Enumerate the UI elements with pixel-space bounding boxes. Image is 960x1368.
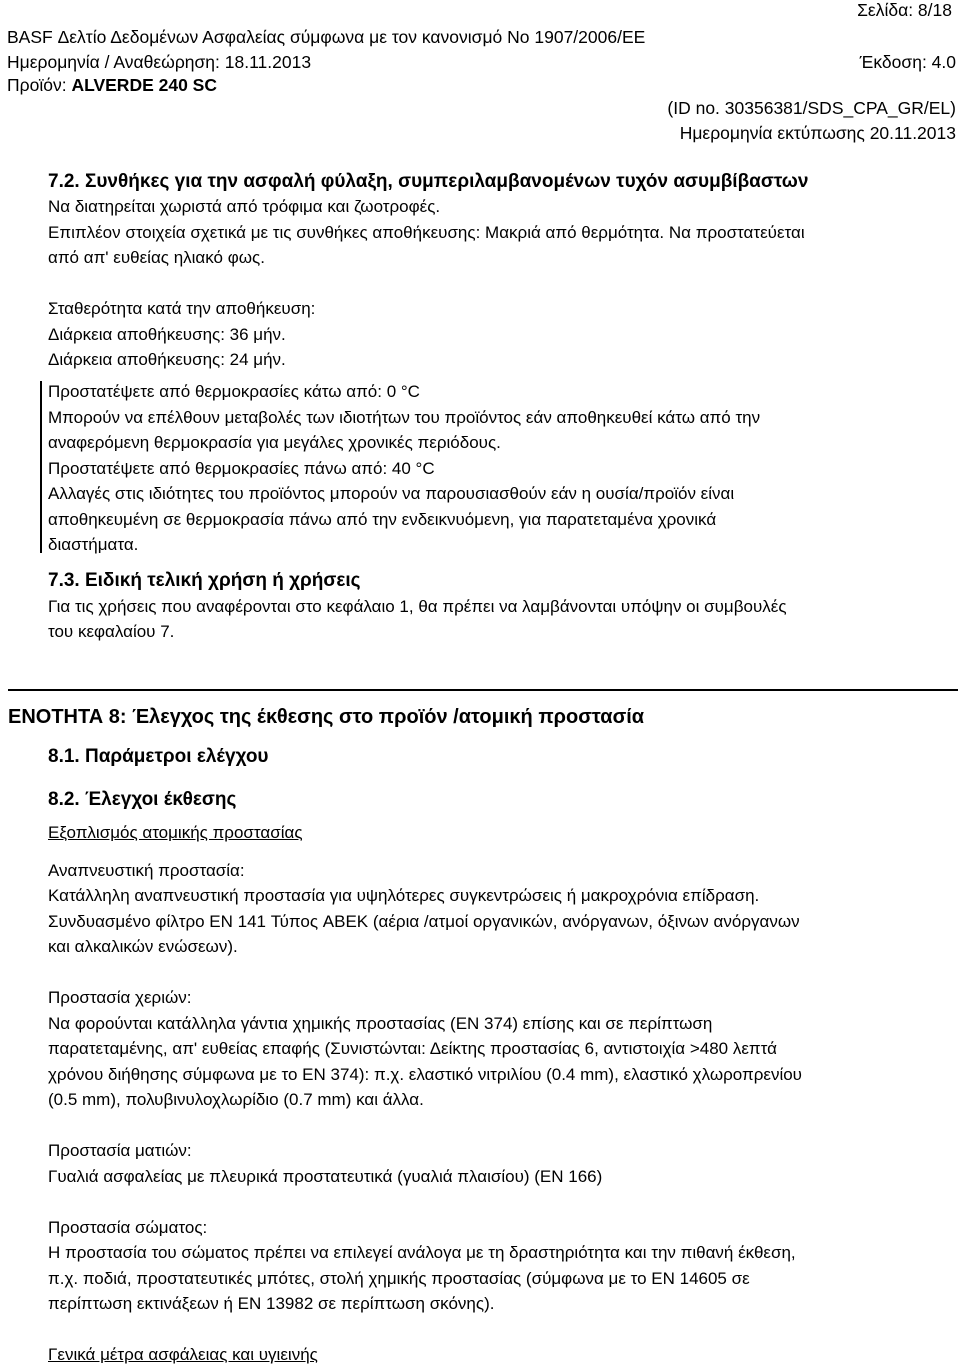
temperature-block — [48, 379, 954, 558]
header-product — [7, 75, 217, 95]
temperature-line: Αλλαγές στις ιδιότητες του προϊόντος μπορούν να παρουσιασθούν εάν η ουσία/προϊόν είναι — [48, 484, 735, 503]
body-label: Προστασία σώματος: — [48, 1217, 208, 1237]
section-7-3-line: Για τις χρήσεις που αναφέρονται στο κεφάλαιο 1, θα πρέπει να λαμβάνονται υπόψην οι συμβουλές — [48, 596, 787, 616]
temperature-line: Μπορούν να επέλθουν μεταβολές των ιδιοτήτων του προϊόντος εάν αποθηκευθεί κάτω από την — [48, 407, 761, 427]
temperature-line: αναφερόμενη θερμοκρασία για μεγάλες χρονικές περιόδους. — [48, 433, 501, 452]
hand-line: παρατεταμένης, απ' ευθείας επαφής (Συνιστώνται: Δείκτης προστασίας 6, αντιστοιχία >480 λεπτά — [48, 1039, 777, 1058]
respiratory-line: Συνδυασμένο φίλτρο EN 141 Τύπος ABEK (αέρια /ατμοί οργανικών, ανόργανων, όξινων ανόργανων — [48, 911, 800, 931]
section-7-3-line: του κεφαλαίου 7. — [48, 622, 175, 641]
temperature-line: αποθηκευμένη σε θερμοκρασία πάνω από την ενδεικνυόμενη, για παρατεταμένα χρονικά — [48, 509, 717, 529]
spacer — [48, 960, 954, 986]
stability-duration: Διάρκεια αποθήκευσης: 24 μήν. — [48, 350, 286, 369]
section-7-3-title: 7.3. Ειδική τελική χρήση ή χρήσεις — [48, 570, 361, 591]
section-7-2 — [48, 170, 954, 373]
respiratory-line: Κατάλληλη αναπνευστική προστασία για υψηλότερες συγκεντρώσεις ή μακροχρόνια επίδραση. — [48, 886, 760, 905]
hand-line: (0.5 mm), πολυβινυλοχλωρίδιο (0.7 mm) και άλλα. — [48, 1090, 424, 1109]
section-8-body — [48, 744, 954, 1368]
section-8-1-title: 8.1. Παράμετροι ελέγχου — [48, 746, 269, 767]
temperature-line: Προστατέψετε από θερμοκρασίες κάτω από: 0 °C — [48, 382, 420, 401]
respiratory-line: και αλκαλικών ενώσεων). — [48, 937, 238, 956]
revision-change-bar — [40, 381, 42, 553]
stability-duration: Διάρκεια αποθήκευσης: 36 μήν. — [48, 324, 286, 344]
spacer — [48, 1317, 954, 1343]
hand-line: Να φορούνται κατάλληλα γάντια χημικής προστασίας (EN 374) επίσης και σε περίπτωση — [48, 1013, 713, 1033]
spacer — [48, 812, 954, 820]
header-id-number: (ID no. 30356381/SDS_CPA_GR/EL) — [667, 98, 956, 118]
storage-line: Να διατηρείται χωριστά από τρόφιμα και ζωοτροφές. — [48, 197, 441, 216]
section-7-2-title: 7.2. Συνθήκες για την ασφαλή φύλαξη, συμπεριλαμβανομένων τυχόν ασυμβίβαστων — [48, 171, 809, 192]
spacer — [48, 770, 954, 787]
temperature-line: Προστατέψετε από θερμοκρασίες πάνω από: 40 °C — [48, 458, 435, 478]
spacer — [48, 846, 954, 858]
storage-line: Επιπλέον στοιχεία σχετικά με τις συνθήκες αποθήκευσης: Μακριά από θερμότητα. Να προστατεύεται — [48, 222, 805, 242]
body-line: π.χ. ποδιά, προστατευτικές μπότες, στολή χημικής προστασίας (σύμφωνα με το EN 14605 σε — [48, 1268, 750, 1288]
section-8-title: ΕΝΟΤΗΤΑ 8: Έλεγχος της έκθεσης στο προϊόν /ατομική προστασία — [8, 706, 645, 728]
section-divider — [8, 689, 958, 691]
body-line: Η προστασία του σώματος πρέπει να επιλεγεί ανάλογα με τη δραστηριότητα και την πιθανή έκθεση, — [48, 1243, 796, 1262]
eye-line: Γυαλιά ασφαλείας με πλευρικά προστατευτικά (γυαλιά πλαισίου) (EN 166) — [48, 1166, 603, 1186]
hygiene-heading: Γενικά μέτρα ασφάλειας και υγιεινής — [48, 1345, 318, 1364]
ppe-heading: Εξοπλισμός ατομικής προστασίας — [48, 823, 303, 842]
header-title: BASF Δελτίο Δεδομένων Ασφαλείας σύμφωνα με τον κανονισμό Νο 1907/2006/ΕΕ — [7, 27, 646, 47]
product-name: ALVERDE 240 SC — [71, 75, 217, 95]
eye-label: Προστασία ματιών: — [48, 1141, 192, 1160]
stability-label: Σταθερότητα κατά την αποθήκευση: — [48, 299, 316, 318]
temperature-line: διαστήματα. — [48, 535, 139, 554]
section-7-3 — [48, 568, 954, 645]
spacer — [48, 271, 954, 297]
hand-line: χρόνου διήθησης σύμφωνα με το EN 374): π.χ. ελαστικό νιτριλίου (0.4 mm), ελαστικό χλωροπρενίου — [48, 1064, 802, 1084]
respiratory-label: Αναπνευστική προστασία: — [48, 860, 245, 880]
page-number: Σελίδα: 8/18 — [857, 0, 952, 20]
section-8-2-title: 8.2. Έλεγχοι έκθεσης — [48, 788, 237, 810]
hand-label: Προστασία χεριών: — [48, 988, 192, 1007]
spacer — [48, 1189, 954, 1215]
body-line: περίπτωση εκτινάξεων ή EN 13982 σε περίπτωση σκόνης). — [48, 1294, 495, 1313]
spacer — [48, 1113, 954, 1139]
header-version: Έκδοση: 4.0 — [859, 52, 956, 72]
storage-line: από απ' ευθείας ηλιακό φως. — [48, 248, 265, 267]
product-label: Προϊόν: — [7, 75, 67, 95]
header-revision-date: Ημερομηνία / Αναθεώρηση: 18.11.2013 — [7, 52, 312, 72]
header-print-date: Ημερομηνία εκτύπωσης 20.11.2013 — [679, 123, 956, 143]
